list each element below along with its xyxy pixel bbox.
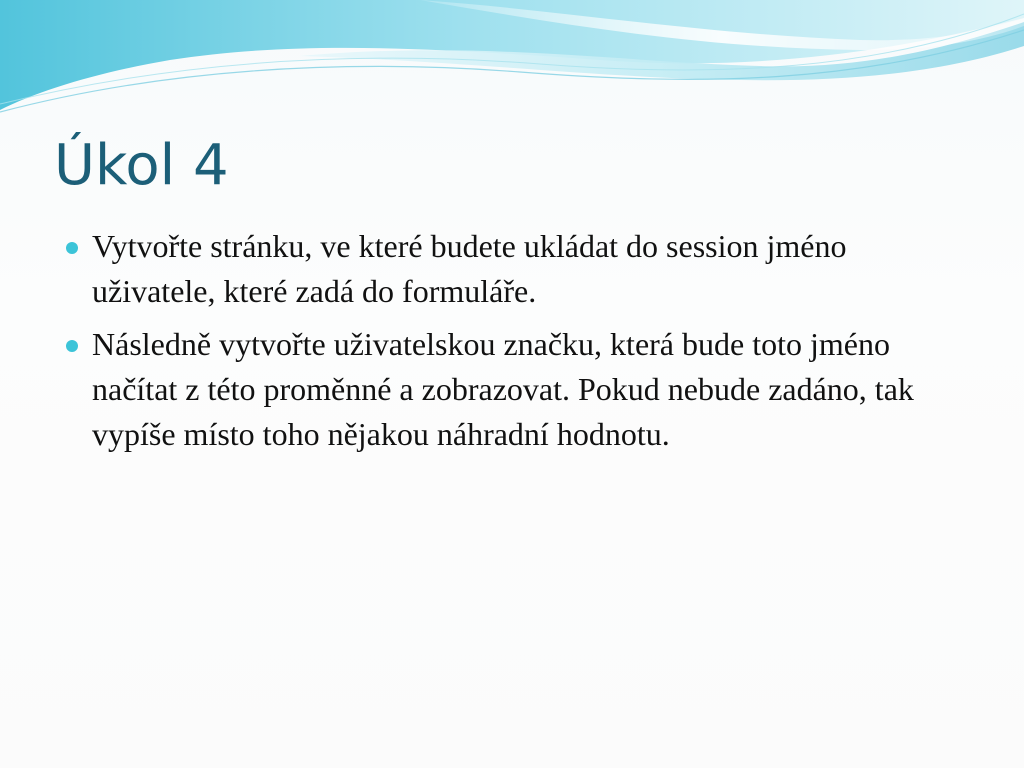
header-wave-decoration [0, 0, 1024, 120]
bullet-text: Vytvořte stránku, ve které budete ukládat do session jméno uživatele, které zadá do formuláře. [92, 228, 847, 309]
bullet-text: Následně vytvořte uživatelskou značku, která bude toto jméno načítat z této proměnné a zobrazovat. Pokud nebude zadáno, tak vypíše místo toho nějakou náhradní hodnotu. [92, 326, 914, 452]
bullet-dot-icon [66, 340, 78, 352]
bullet-item [62, 322, 962, 457]
slide-title: Úkol 4 [54, 133, 229, 198]
bullet-dot-icon [66, 242, 78, 254]
bullet-list [62, 224, 962, 465]
bullet-item [62, 224, 962, 314]
